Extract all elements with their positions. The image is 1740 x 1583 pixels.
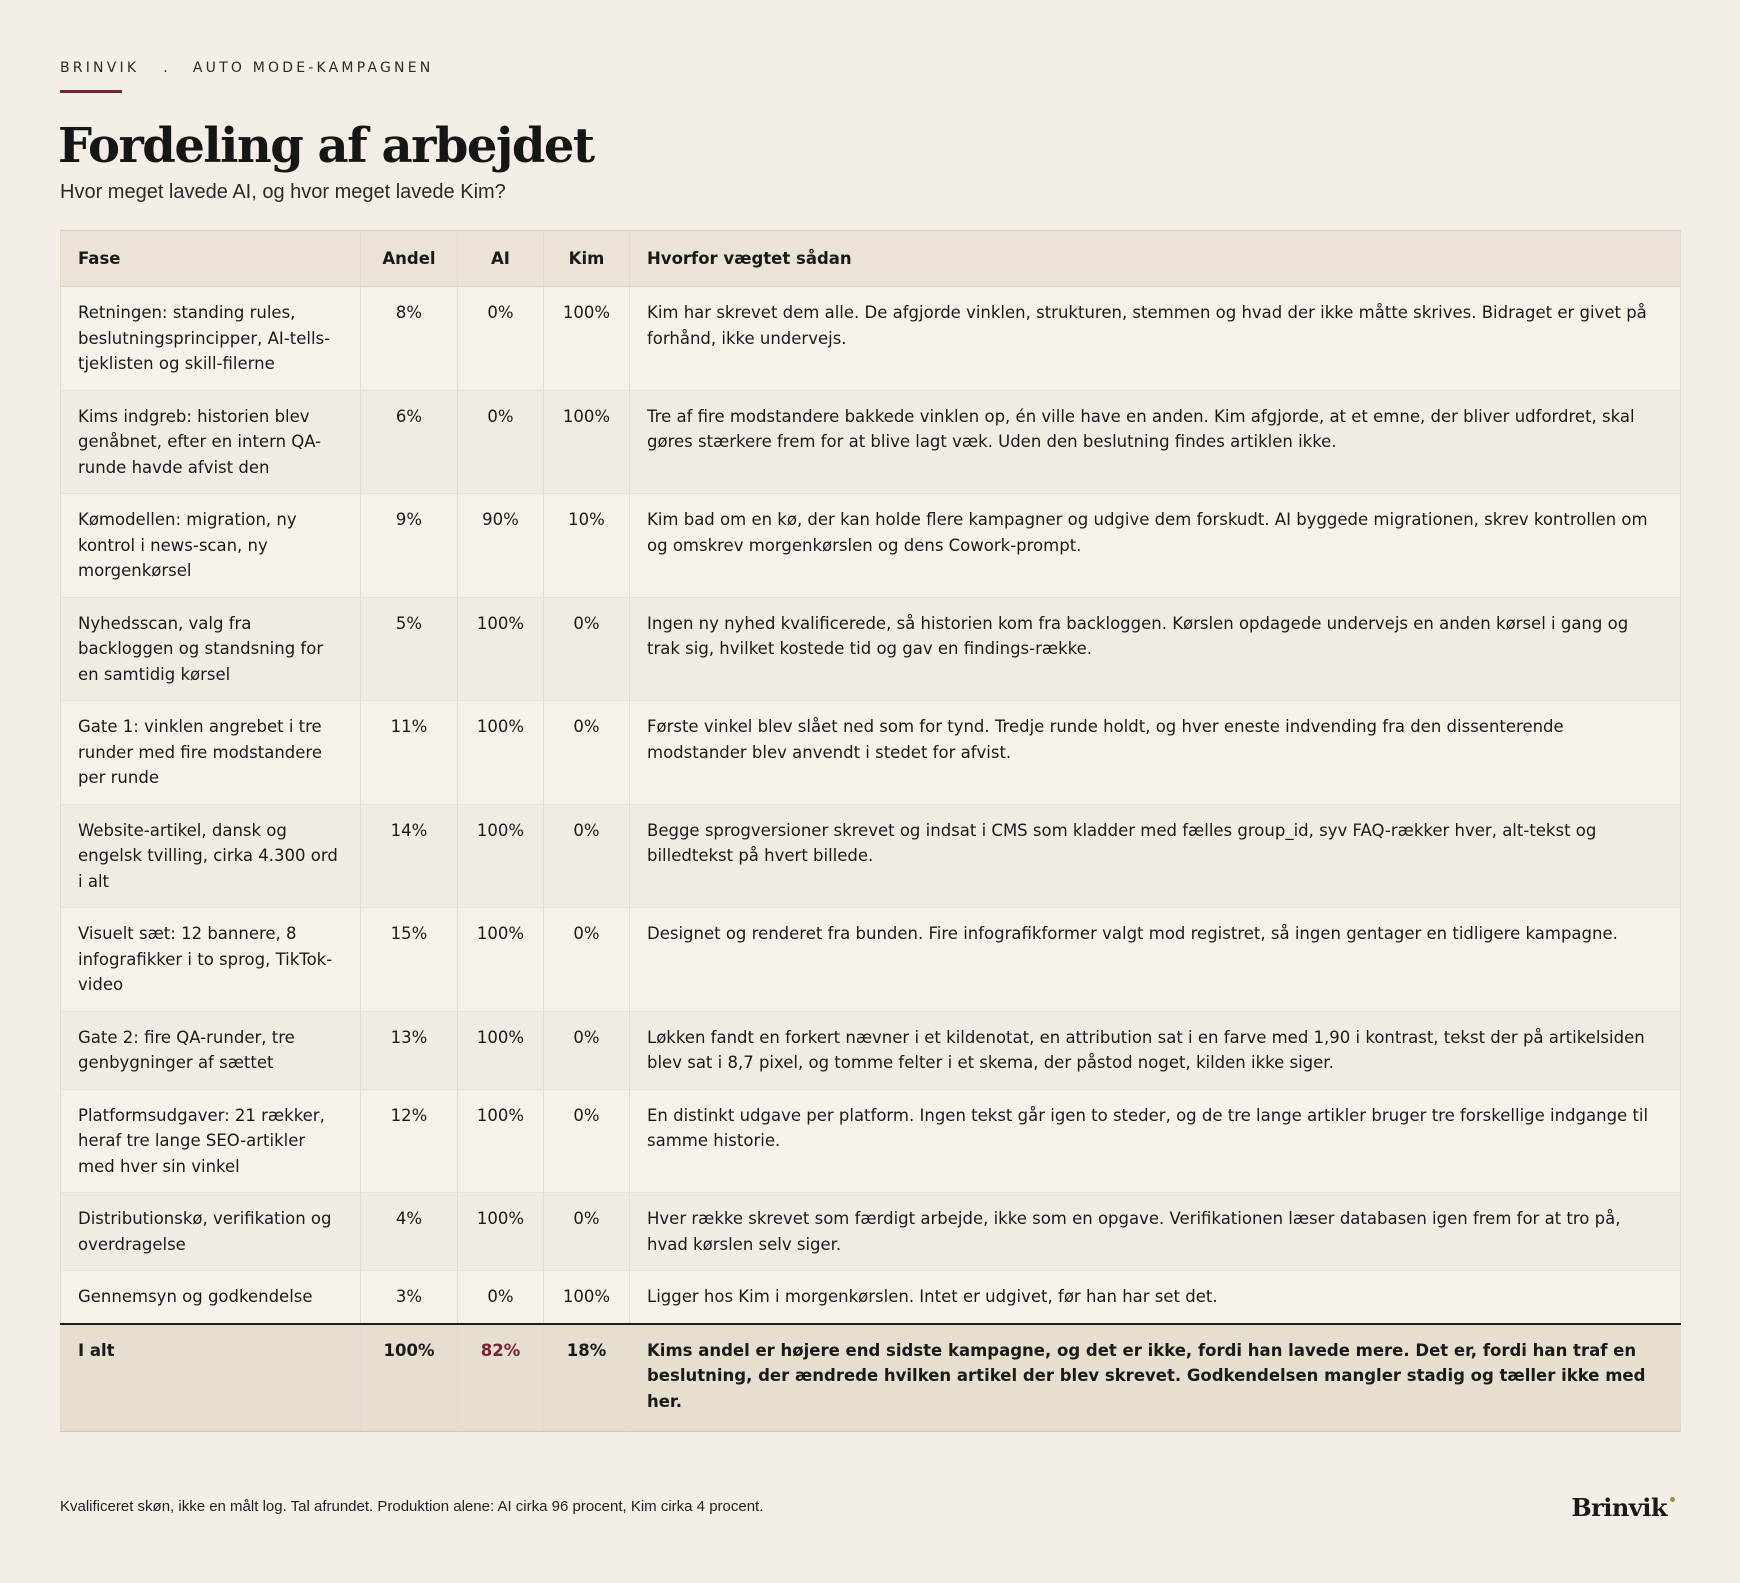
column-header-andel: Andel xyxy=(361,231,458,287)
cell-hvorfor: Tre af fire modstandere bakkede vinklen op, én ville have en anden. Kim afgjorde, at et emne, der bliver udfordret, skal gøres stærkere frem for at blive lagt væk. Uden den beslutning findes artiklen ikke. xyxy=(630,390,1681,494)
eyebrow-brand: BRINVIK xyxy=(60,60,140,76)
cell-kim: 100% xyxy=(544,390,630,494)
table-row xyxy=(61,1193,1681,1271)
cell-hvorfor: Designet og renderet fra bunden. Fire infografikformer valgt mod registret, så ingen gentager en tidligere kampagne. xyxy=(630,908,1681,1012)
cell-fase: Platformsudgaver: 21 rækker, heraf tre lange SEO-artikler med hver sin vinkel xyxy=(61,1089,361,1193)
cell-kim: 0% xyxy=(544,597,630,701)
cell-ai: 100% xyxy=(458,597,544,701)
column-header-hvorfor: Hvorfor vægtet sådan xyxy=(630,231,1681,287)
column-header-fase: Fase xyxy=(61,231,361,287)
cell-kim: 100% xyxy=(544,1271,630,1324)
table-row xyxy=(61,1011,1681,1089)
table-row xyxy=(61,494,1681,598)
table-row xyxy=(61,1271,1681,1324)
cell-hvorfor: Ingen ny nyhed kvalificerede, så historien kom fra backloggen. Kørslen opdagede undervejs en anden kørsel i gang og trak sig, hvilket kostede tid og gav en findings-række. xyxy=(630,597,1681,701)
cell-andel: 4% xyxy=(361,1193,458,1271)
cell-andel: 15% xyxy=(361,908,458,1012)
cell-fase: Gennemsyn og godkendelse xyxy=(61,1271,361,1324)
cell-ai: 100% xyxy=(458,804,544,908)
cell-fase: Kømodellen: migration, ny kontrol i news-scan, ny morgenkørsel xyxy=(61,494,361,598)
cell-hvorfor: En distinkt udgave per platform. Ingen tekst går igen to steder, og de tre lange artikler bruger tre forskellige indgange til samme historie. xyxy=(630,1089,1681,1193)
accent-rule xyxy=(60,90,122,93)
cell-hvorfor: Kim bad om en kø, der kan holde flere kampagner og udgive dem forskudt. AI byggede migrationen, skrev kontrollen om og omskrev morgenkørslen og dens Cowork-prompt. xyxy=(630,494,1681,598)
cell-andel: 8% xyxy=(361,287,458,391)
cell-andel: 11% xyxy=(361,701,458,805)
cell-fase: Gate 2: fire QA-runder, tre genbygninger af sættet xyxy=(61,1011,361,1089)
total-row xyxy=(61,1324,1681,1432)
cell-ai: 90% xyxy=(458,494,544,598)
eyebrow-campaign: AUTO MODE-KAMPAGNEN xyxy=(192,60,434,76)
cell-hvorfor: Første vinkel blev slået ned som for tynd. Tredje runde holdt, og hver eneste indvending fra den dissenterende modstander blev anvendt i stedet for afvist. xyxy=(630,701,1681,805)
cell-kim: 0% xyxy=(544,701,630,805)
cell-ai: 0% xyxy=(458,1271,544,1324)
cell-ai: 100% xyxy=(458,1011,544,1089)
page-subtitle: Hvor meget lavede AI, og hvor meget lavede Kim? xyxy=(60,181,506,203)
table-header-row xyxy=(61,231,1681,287)
table-row xyxy=(61,908,1681,1012)
cell-hvorfor: Begge sprogversioner skrevet og indsat i CMS som kladder med fælles group_id, syv FAQ-rækker hver, alt-tekst og billedtekst på hvert billede. xyxy=(630,804,1681,908)
cell-fase: Distributionskø, verifikation og overdragelse xyxy=(61,1193,361,1271)
cell-hvorfor: Ligger hos Kim i morgenkørslen. Intet er udgivet, før han har set det. xyxy=(630,1271,1681,1324)
cell-ai: 0% xyxy=(458,287,544,391)
cell-kim: 0% xyxy=(544,1193,630,1271)
brand-dot-icon xyxy=(1670,1497,1675,1502)
cell-ai: 100% xyxy=(458,1193,544,1271)
cell-andel: 13% xyxy=(361,1011,458,1089)
table-row xyxy=(61,701,1681,805)
cell-ai: 100% xyxy=(458,701,544,805)
cell-ai: 100% xyxy=(458,1089,544,1193)
cell-kim: 0% xyxy=(544,1089,630,1193)
cell-andel: 9% xyxy=(361,494,458,598)
table-row xyxy=(61,390,1681,494)
total-label: I alt xyxy=(61,1324,361,1432)
eyebrow xyxy=(60,60,433,76)
column-header-ai: AI xyxy=(458,231,544,287)
cell-hvorfor: Hver række skrevet som færdigt arbejde, ikke som en opgave. Verifikationen læser databasen igen frem for at tro på, hvad kørslen selv siger. xyxy=(630,1193,1681,1271)
cell-ai: 0% xyxy=(458,390,544,494)
table-row xyxy=(61,804,1681,908)
table-row xyxy=(61,287,1681,391)
cell-andel: 3% xyxy=(361,1271,458,1324)
cell-kim: 10% xyxy=(544,494,630,598)
column-header-kim: Kim xyxy=(544,231,630,287)
cell-kim: 0% xyxy=(544,804,630,908)
page-title: Fordeling af arbejdet xyxy=(58,118,594,174)
total-hvorfor: Kims andel er højere end sidste kampagne, og det er ikke, fordi han lavede mere. Det er, fordi han traf en beslutning, der ændrede hvilken artikel der blev skrevet. Godkendelsen mangler stadig og tæller ikke med her. xyxy=(630,1324,1681,1432)
cell-andel: 6% xyxy=(361,390,458,494)
cell-ai: 100% xyxy=(458,908,544,1012)
cell-fase: Gate 1: vinklen angrebet i tre runder med fire modstandere per runde xyxy=(61,701,361,805)
cell-andel: 12% xyxy=(361,1089,458,1193)
cell-hvorfor: Løkken fandt en forkert nævner i et kildenotat, en attribution sat i en farve med 1,90 i kontrast, tekst der på artikelsiden blev sat i 8,7 pixel, og tomme felter i et skema, der påstod noget, kilden ikke siger. xyxy=(630,1011,1681,1089)
total-andel: 100% xyxy=(361,1324,458,1432)
cell-fase: Website-artikel, dansk og engelsk tvilling, cirka 4.300 ord i alt xyxy=(61,804,361,908)
cell-fase: Retningen: standing rules, beslutningsprincipper, AI-tells-tjeklisten og skill-filerne xyxy=(61,287,361,391)
footnote: Kvalificeret skøn, ikke en målt log. Tal afrundet. Produktion alene: AI cirka 96 procent, Kim cirka 4 procent. xyxy=(60,1498,764,1515)
cell-andel: 14% xyxy=(361,804,458,908)
work-distribution-table xyxy=(60,230,1681,1432)
table-row xyxy=(61,1089,1681,1193)
cell-fase: Kims indgreb: historien blev genåbnet, efter en intern QA-runde havde afvist den xyxy=(61,390,361,494)
cell-kim: 100% xyxy=(544,287,630,391)
total-ai: 82% xyxy=(458,1324,544,1432)
total-kim: 18% xyxy=(544,1324,630,1432)
table-row xyxy=(61,597,1681,701)
brand-logo xyxy=(1571,1493,1667,1522)
cell-fase: Nyhedsscan, valg fra backloggen og standsning for en samtidig kørsel xyxy=(61,597,361,701)
cell-kim: 0% xyxy=(544,1011,630,1089)
cell-hvorfor: Kim har skrevet dem alle. De afgjorde vinklen, strukturen, stemmen og hvad der ikke måtte skrives. Bidraget er givet på forhånd, ikke undervejs. xyxy=(630,287,1681,391)
brand-wordmark: Brinvik xyxy=(1571,1493,1667,1522)
eyebrow-separator: . xyxy=(163,60,171,76)
cell-andel: 5% xyxy=(361,597,458,701)
cell-fase: Visuelt sæt: 12 bannere, 8 infografikker i to sprog, TikTok-video xyxy=(61,908,361,1012)
cell-kim: 0% xyxy=(544,908,630,1012)
